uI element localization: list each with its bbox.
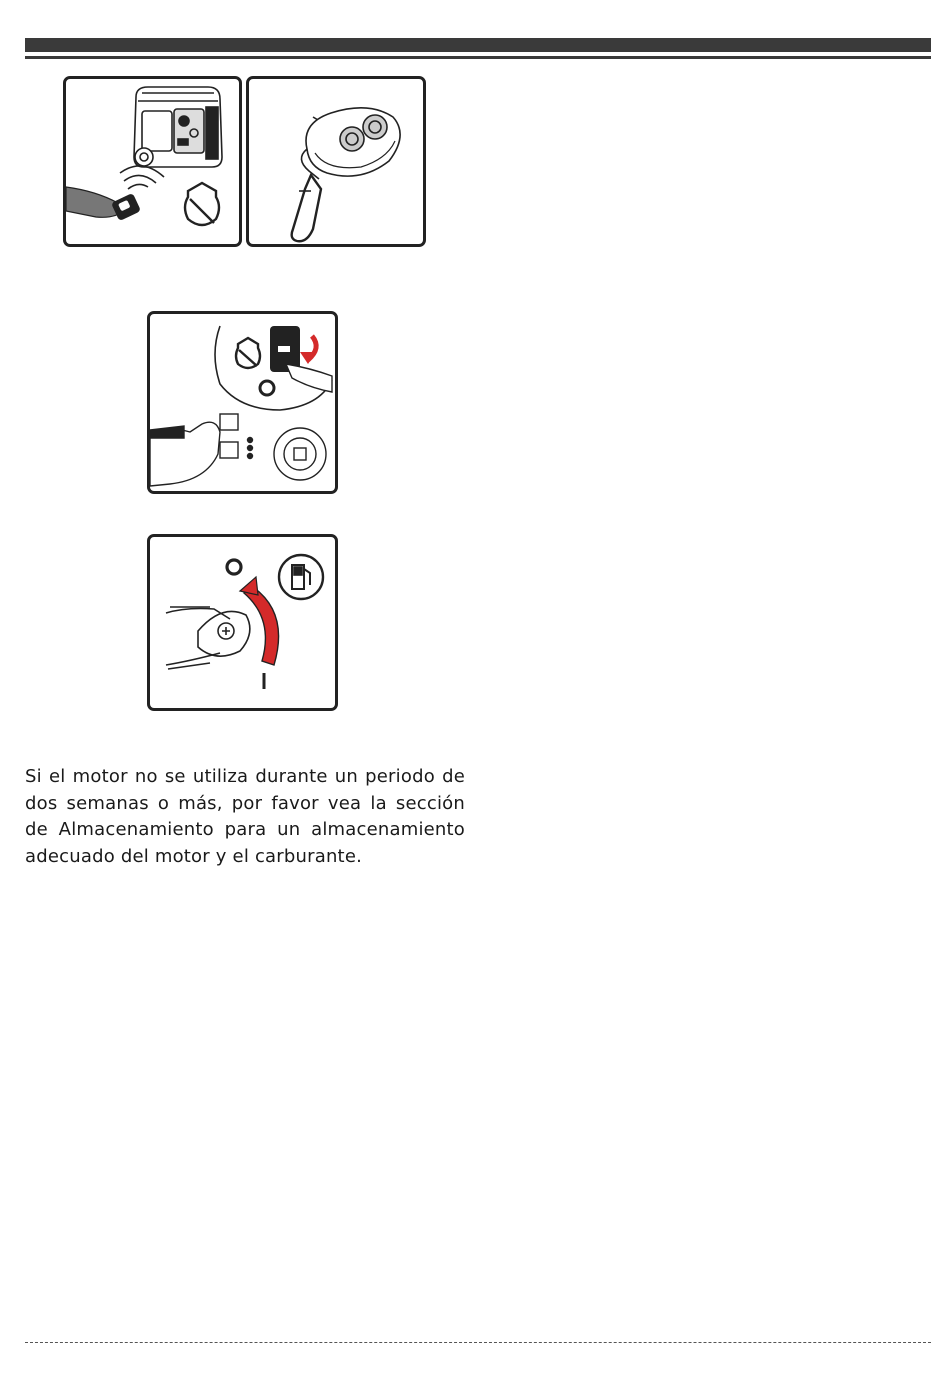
keyfob-icon [249, 79, 423, 244]
engine-switch-icon [150, 314, 335, 491]
header-bar [25, 38, 931, 52]
footer-dashed-rule [25, 1342, 931, 1343]
remote-start-illustration [63, 76, 242, 247]
generator-remote-icon [66, 79, 239, 244]
keyfob-illustration [246, 76, 426, 247]
engine-switch-illustration [147, 311, 338, 494]
fuel-valve-illustration [147, 534, 338, 711]
engine-stop-symbol [185, 183, 219, 225]
storage-notice-text: Si el motor no se utiliza durante un periodo de dos semanas o más, por favor vea la sección de Almacenamiento para un almacenamiento adecuado del motor y el carburante. [25, 766, 465, 867]
header-rule [25, 56, 931, 59]
fuel-valve-icon [150, 537, 335, 708]
